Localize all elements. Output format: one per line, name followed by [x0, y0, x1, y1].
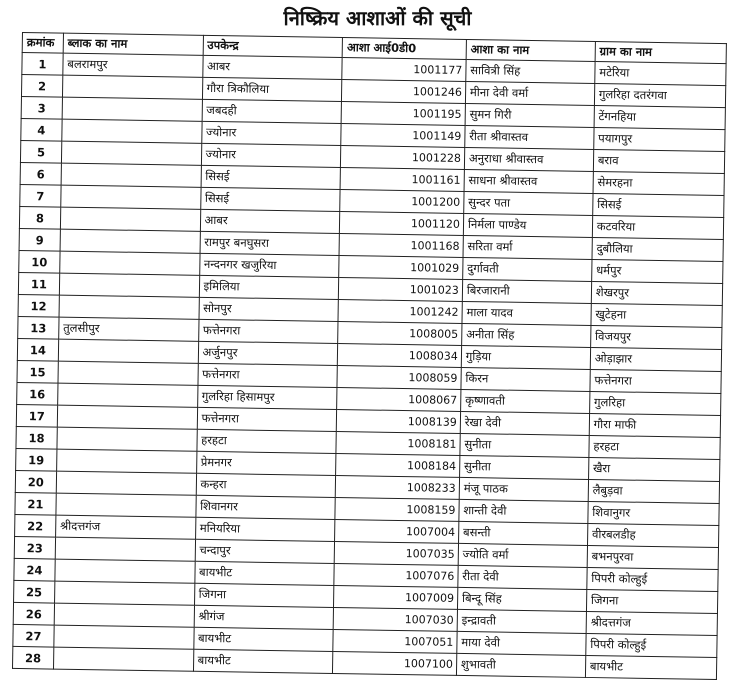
cell-village: कटवरिया: [592, 215, 724, 239]
cell-asha-id: 1001120: [340, 212, 464, 236]
cell-block: [54, 581, 194, 605]
cell-serial: 25: [14, 580, 55, 603]
cell-subcenter: बायभीट: [193, 649, 333, 673]
cell-asha-name: कृष्णावती: [460, 389, 589, 413]
cell-asha-name: बसन्ती: [458, 521, 587, 545]
cell-subcenter: जबदही: [202, 99, 342, 123]
cell-serial: 18: [16, 426, 57, 449]
cell-block: [62, 97, 202, 121]
cell-subcenter: नन्दनगर खजुरिया: [199, 253, 339, 277]
cell-asha-id: 1008034: [338, 344, 462, 368]
cell-block: [57, 383, 197, 407]
cell-village: गौरा माफी: [589, 413, 721, 437]
cell-village: जिगना: [586, 589, 718, 613]
cell-serial: 13: [18, 316, 59, 339]
cell-serial: 14: [17, 338, 58, 361]
cell-asha-id: 1001200: [340, 190, 464, 214]
cell-village: श्रीदत्तगंज: [586, 611, 718, 635]
cell-subcenter: ज्योनार: [201, 143, 341, 167]
col-header-asha-id: आशा आई0डी0: [342, 38, 466, 60]
cell-asha-id: 1008139: [337, 409, 461, 433]
cell-serial: 2: [21, 75, 62, 98]
cell-asha-id: 1001029: [339, 256, 463, 280]
cell-serial: 23: [14, 536, 55, 559]
cell-asha-id: 1008059: [337, 365, 461, 389]
cell-serial: 27: [13, 624, 54, 647]
cell-block: [61, 185, 201, 209]
cell-block: [58, 339, 198, 363]
cell-block: श्रीदत्तगंज: [55, 515, 195, 539]
cell-asha-name: शुभावती: [456, 653, 585, 677]
cell-village: दुबौलिया: [592, 237, 724, 261]
cell-block: बलरामपुर: [63, 53, 203, 77]
cell-subcenter: इमिलिया: [199, 275, 339, 299]
cell-asha-id: 1001246: [342, 80, 466, 104]
cell-asha-name: मीना देवी वर्मा: [465, 81, 594, 105]
cell-subcenter: प्रेमनगर: [196, 451, 336, 475]
cell-serial: 15: [17, 360, 58, 383]
cell-asha-name: सुनीता: [460, 433, 589, 457]
cell-subcenter: सिसई: [201, 165, 341, 189]
cell-asha-name: अनीता सिंह: [461, 323, 590, 347]
cell-asha-id: 1001149: [341, 124, 465, 148]
cell-subcenter: श्रीगंज: [194, 605, 334, 629]
cell-subcenter: हरहटा: [196, 429, 336, 453]
cell-subcenter: फत्तेनगरा: [198, 319, 338, 343]
cell-subcenter: आबर: [202, 55, 342, 79]
cell-asha-id: 1001228: [341, 146, 465, 170]
cell-asha-id: 1008067: [337, 387, 461, 411]
cell-asha-name: रेखा देवी: [460, 411, 589, 435]
cell-serial: 6: [20, 162, 61, 185]
cell-village: बायभीट: [585, 655, 717, 679]
cell-subcenter: अर्जुनपुर: [198, 341, 338, 365]
cell-village: सेमरहना: [593, 171, 725, 195]
cell-serial: 9: [19, 228, 60, 251]
cell-village: खुटेहना: [591, 303, 723, 327]
cell-subcenter: चन्दापुर: [195, 539, 335, 563]
cell-asha-name: बिरजारानी: [462, 279, 591, 303]
cell-serial: 22: [15, 514, 56, 537]
cell-block: [62, 75, 202, 99]
cell-subcenter: मनियरिया: [195, 517, 335, 541]
col-header-subcenter: उपकेन्द्र: [203, 35, 343, 57]
cell-asha-name: सावित्री सिंह: [466, 59, 595, 83]
cell-asha-id: 1001161: [340, 168, 464, 192]
col-header-asha-name: आशा का नाम: [466, 39, 595, 61]
cell-serial: 26: [13, 602, 54, 625]
cell-asha-name: किरन: [461, 367, 590, 391]
cell-serial: 7: [20, 184, 61, 207]
cell-subcenter: बायभीट: [193, 627, 333, 651]
cell-village: शिवानुगर: [588, 501, 720, 525]
cell-subcenter: ज्योनार: [201, 121, 341, 145]
cell-block: [55, 537, 195, 561]
cell-asha-name: शान्ती देवी: [459, 499, 588, 523]
cell-asha-name: मंजू पाठक: [459, 477, 588, 501]
cell-serial: 19: [16, 448, 57, 471]
cell-block: [53, 647, 193, 671]
cell-asha-name: सुन्दर पता: [464, 191, 593, 215]
cell-asha-id: 1008184: [336, 453, 460, 477]
cell-serial: 17: [16, 404, 57, 427]
cell-asha-name: गुड़िया: [461, 345, 590, 369]
cell-village: वीरबलडीह: [587, 523, 719, 547]
cell-block: [56, 471, 196, 495]
cell-asha-name: रीता श्रीवास्तव: [465, 125, 594, 149]
cell-asha-name: सरिता वर्मा: [463, 235, 592, 259]
cell-block: [58, 361, 198, 385]
cell-serial: 10: [19, 250, 60, 273]
cell-village: बभनपुरवा: [587, 545, 719, 569]
cell-asha-name: निर्मला पाण्डेय: [463, 213, 592, 237]
cell-asha-name: माया देवी: [457, 631, 586, 655]
cell-subcenter: फत्तेनगरा: [198, 363, 338, 387]
cell-asha-id: 1007100: [333, 651, 457, 675]
cell-block: [56, 493, 196, 517]
cell-asha-id: 1001195: [341, 102, 465, 126]
cell-asha-name: रीता देवी: [458, 565, 587, 589]
cell-subcenter: गुलरिहा हिसामपुर: [197, 385, 337, 409]
cell-asha-name: साधना श्रीवास्तव: [464, 169, 593, 193]
cell-asha-id: 1007009: [334, 585, 458, 609]
cell-village: गुलरिहा दतरंगवा: [594, 84, 726, 108]
table-sheet: [12, 32, 742, 680]
asha-table: [12, 32, 727, 680]
cell-block: [60, 229, 200, 253]
cell-block: [55, 559, 195, 583]
cell-block: [62, 119, 202, 143]
cell-asha-name: सुनीता: [459, 455, 588, 479]
cell-subcenter: गौरा त्रिकौलिया: [202, 77, 342, 101]
cell-village: सिसई: [593, 193, 725, 217]
cell-serial: 24: [14, 558, 55, 581]
cell-block: [61, 163, 201, 187]
cell-asha-id: 1008233: [335, 475, 459, 499]
cell-serial: 20: [15, 470, 56, 493]
cell-asha-id: 1007035: [334, 541, 458, 565]
cell-block: [56, 449, 196, 473]
cell-asha-name: इन्द्रावती: [457, 609, 586, 633]
cell-block: तुलसीपुर: [59, 317, 199, 341]
cell-village: पयागपुर: [594, 127, 726, 151]
cell-asha-id: 1001023: [339, 278, 463, 302]
cell-subcenter: रामपुर बनघुसरा: [200, 231, 340, 255]
cell-asha-id: 1008181: [336, 431, 460, 455]
cell-asha-name: माला यादव: [462, 301, 591, 325]
cell-asha-name: अनुराधा श्रीवास्तव: [464, 147, 593, 171]
page-title: निष्क्रिय आशाओं की सूची: [283, 6, 472, 30]
cell-subcenter: फत्तेनगरा: [197, 407, 337, 431]
cell-subcenter: जिगना: [194, 583, 334, 607]
cell-subcenter: सोनपुर: [199, 297, 339, 321]
cell-subcenter: शिवानगर: [195, 495, 335, 519]
cell-village: लैबुड़वा: [588, 479, 720, 503]
cell-block: [61, 141, 201, 165]
cell-village: पिपरी कोल्हुई: [587, 567, 719, 591]
cell-asha-name: दुर्गावती: [463, 257, 592, 281]
cell-village: गुलरिहा: [589, 391, 721, 415]
cell-subcenter: सिसई: [200, 187, 340, 211]
cell-block: [59, 295, 199, 319]
cell-serial: 5: [20, 140, 61, 163]
cell-asha-id: 1007030: [333, 607, 457, 631]
cell-serial: 11: [18, 272, 59, 295]
cell-serial: 12: [18, 294, 59, 317]
cell-serial: 21: [15, 492, 56, 515]
cell-serial: 3: [21, 96, 62, 119]
cell-block: [57, 427, 197, 451]
cell-asha-name: बिन्दू सिंह: [457, 587, 586, 611]
cell-serial: 28: [13, 646, 54, 669]
cell-village: टेंगनहिया: [594, 105, 726, 129]
cell-asha-id: 1007051: [333, 629, 457, 653]
cell-village: खैरा: [588, 457, 720, 481]
col-header-serial: क्रमांक: [22, 33, 63, 54]
cell-village: ओड़ाझार: [590, 347, 722, 371]
cell-asha-name: ज्योति वर्मा: [458, 543, 587, 567]
cell-block: [57, 405, 197, 429]
cell-serial: 4: [21, 118, 62, 141]
cell-asha-id: 1008159: [335, 497, 459, 521]
cell-village: फत्तेनगरा: [590, 369, 722, 393]
cell-block: [60, 207, 200, 231]
cell-village: शेखरपुर: [591, 281, 723, 305]
cell-serial: 1: [22, 53, 63, 76]
cell-serial: 8: [19, 206, 60, 229]
cell-subcenter: आबर: [200, 209, 340, 233]
cell-asha-name: सुमन गिरी: [465, 103, 594, 127]
cell-village: धर्मपुर: [591, 259, 723, 283]
cell-subcenter: बायभीट: [194, 561, 334, 585]
cell-asha-id: 1008005: [338, 322, 462, 346]
cell-village: हरहटा: [589, 435, 721, 459]
cell-village: मटेरिया: [595, 62, 727, 86]
col-header-village: ग्राम का नाम: [595, 42, 726, 64]
cell-block: [60, 251, 200, 275]
cell-village: विजयपुर: [590, 325, 722, 349]
cell-subcenter: कन्हरा: [196, 473, 336, 497]
cell-asha-id: 1001177: [342, 58, 466, 82]
cell-village: पिपरी कोल्हुई: [586, 633, 718, 657]
col-header-block: ब्लाक का नाम: [63, 33, 203, 55]
cell-asha-id: 1001242: [338, 300, 462, 324]
cell-asha-id: 1007076: [334, 563, 458, 587]
cell-block: [54, 603, 194, 627]
cell-asha-id: 1007004: [335, 519, 459, 543]
cell-block: [59, 273, 199, 297]
cell-serial: 16: [17, 382, 58, 405]
cell-village: बराव: [593, 149, 725, 173]
cell-block: [54, 625, 194, 649]
cell-asha-id: 1001168: [339, 234, 463, 258]
